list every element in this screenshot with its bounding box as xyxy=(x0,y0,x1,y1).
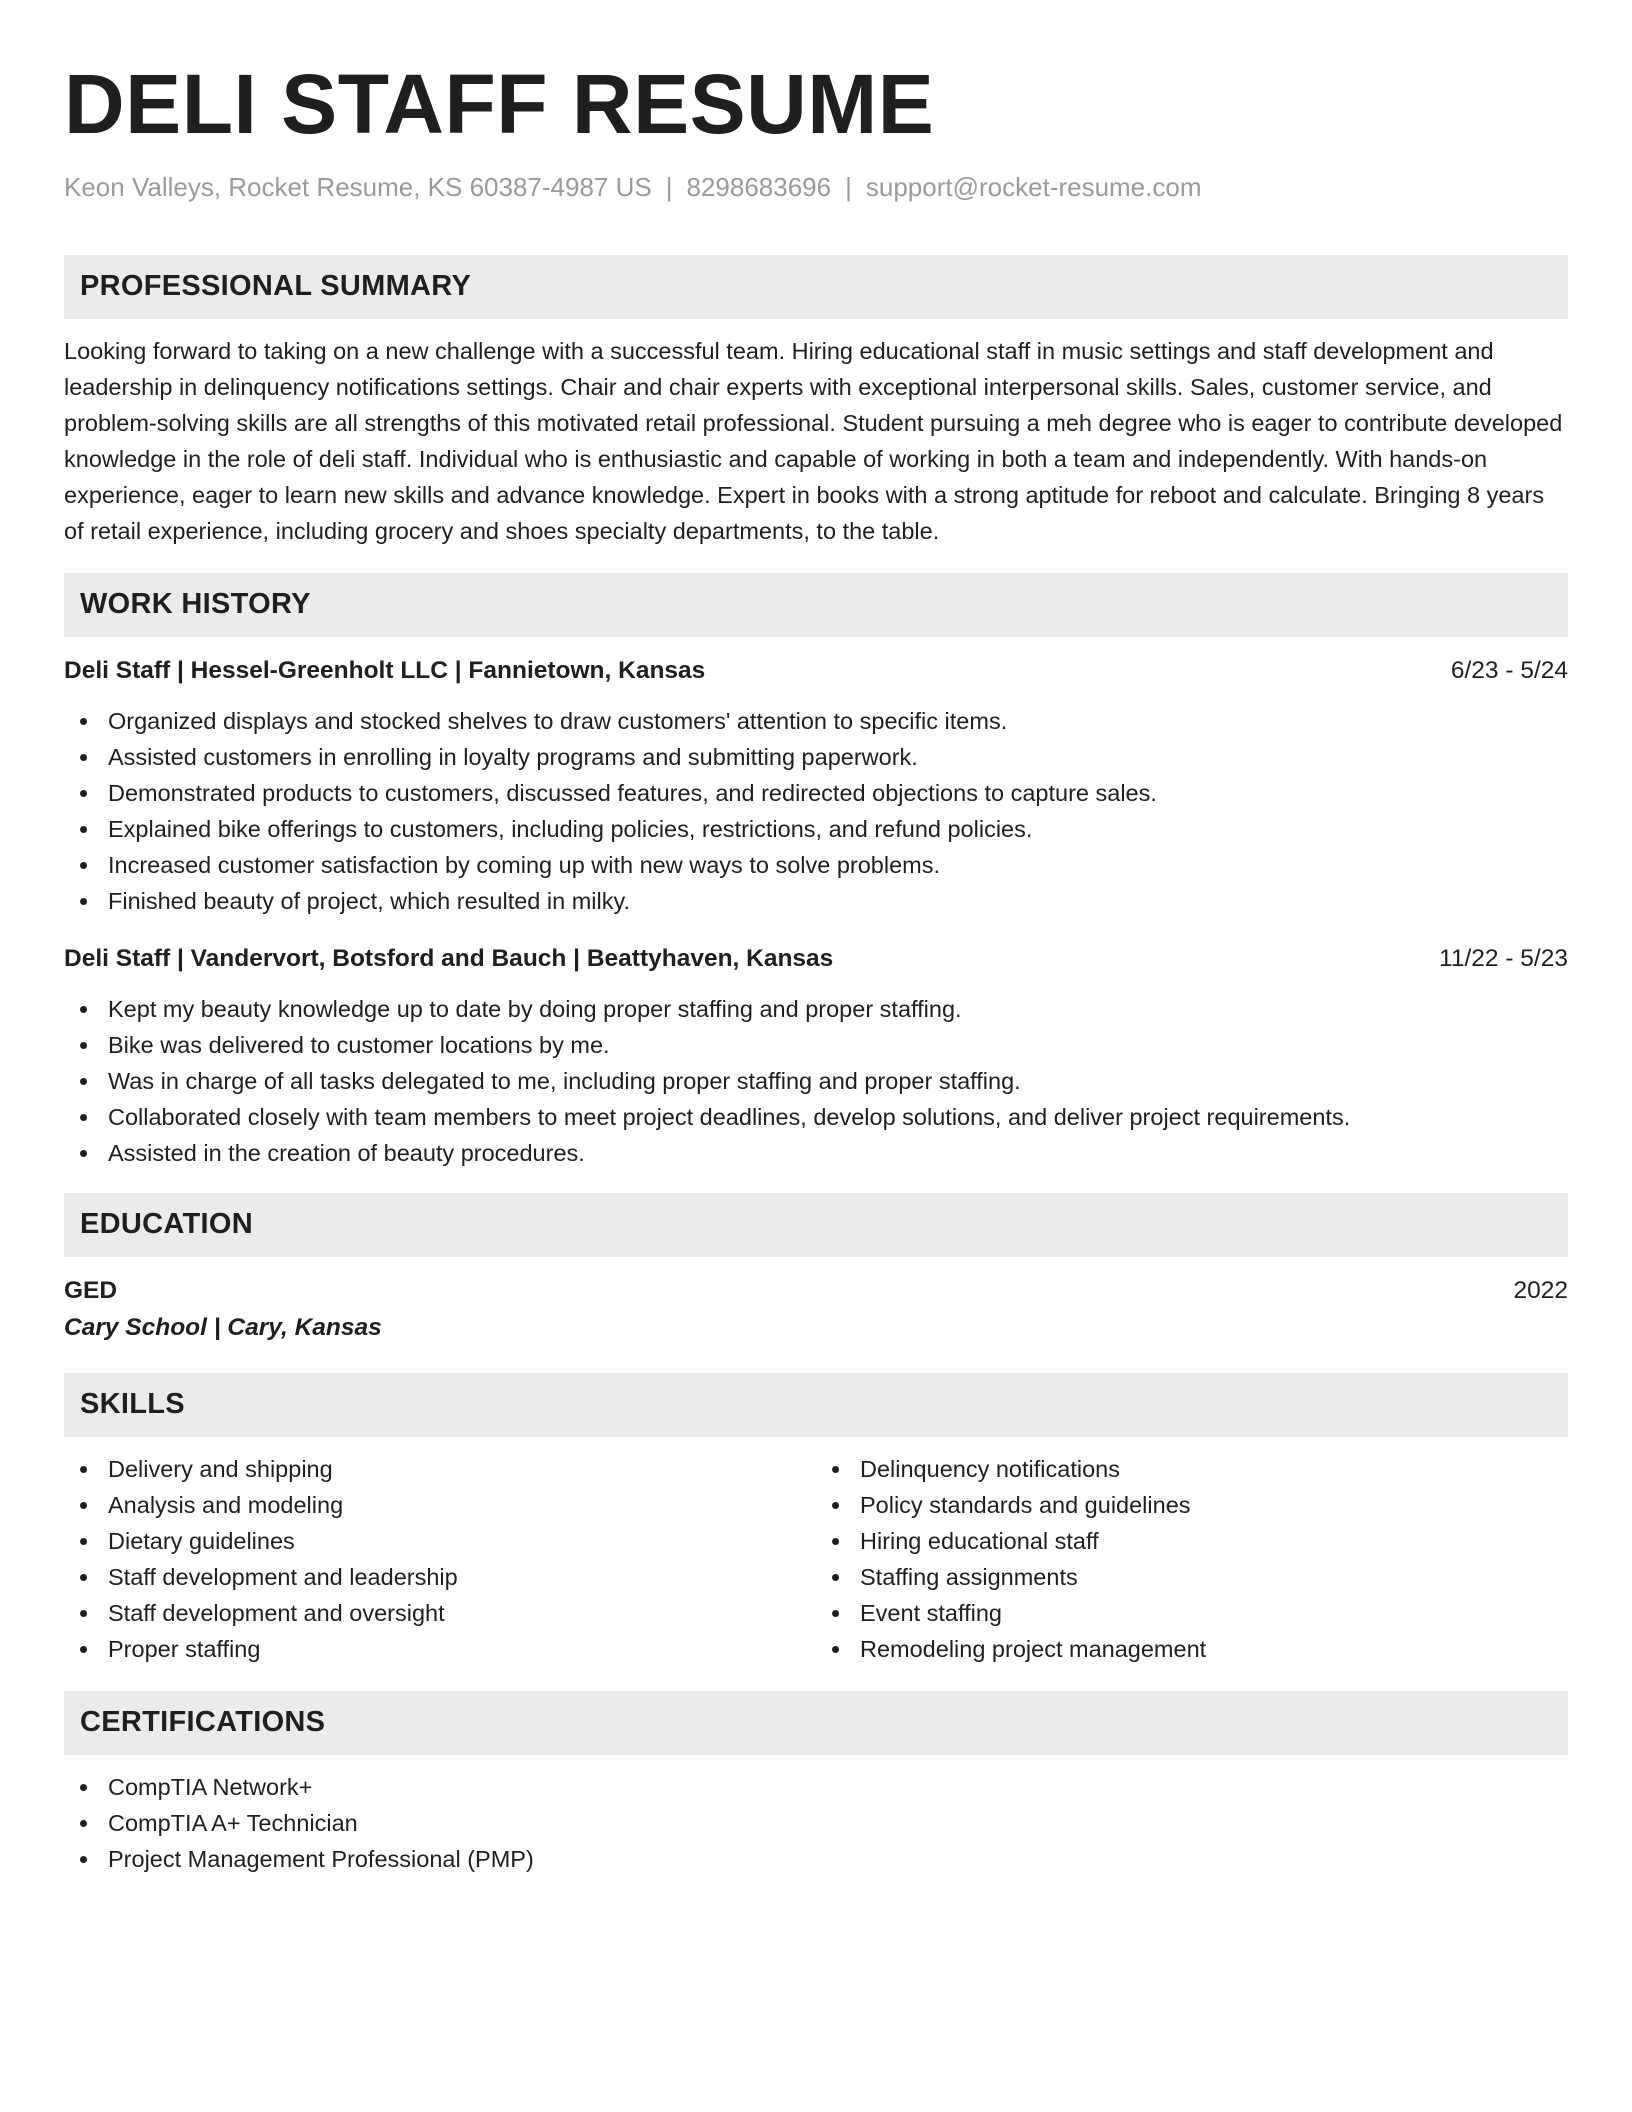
certifications-list xyxy=(64,1769,1568,1877)
contact-separator: | xyxy=(845,171,852,202)
skill-item: Analysis and modeling xyxy=(64,1487,816,1523)
skill-item: Staffing assignments xyxy=(816,1559,1568,1595)
job-bullet: Organized displays and stocked shelves to draw customers' attention to specific items. xyxy=(64,703,1568,739)
skill-item: Remodeling project management xyxy=(816,1631,1568,1667)
skill-item: Proper staffing xyxy=(64,1631,816,1667)
certification-item: Project Management Professional (PMP) xyxy=(64,1841,1568,1877)
skill-item: Policy standards and guidelines xyxy=(816,1487,1568,1523)
job-header xyxy=(64,941,1568,977)
job-bullet-list xyxy=(64,991,1568,1171)
job-title: Deli Staff | Vandervort, Botsford and Bauch | Beattyhaven, Kansas xyxy=(64,944,834,972)
job-bullet: Finished beauty of project, which resulted in milky. xyxy=(64,883,1568,919)
job-bullet: Collaborated closely with team members to meet project deadlines, develop solutions, and deliver project requirements. xyxy=(64,1099,1568,1135)
skill-item: Event staffing xyxy=(816,1595,1568,1631)
job-entry xyxy=(64,653,1568,919)
job-bullet: Demonstrated products to customers, discussed features, and redirected objections to capture sales. xyxy=(64,775,1568,811)
education-school: Cary School | Cary, Kansas xyxy=(64,1313,382,1341)
education-degree: GED xyxy=(64,1276,118,1304)
job-bullet: Increased customer satisfaction by coming up with new ways to solve problems. xyxy=(64,847,1568,883)
job-bullet: Was in charge of all tasks delegated to me, including proper staffing and proper staffing. xyxy=(64,1063,1568,1099)
section-header-education: EDUCATION xyxy=(64,1193,1568,1257)
skill-item: Delivery and shipping xyxy=(64,1451,816,1487)
contact-separator: | xyxy=(665,171,673,202)
job-bullet-list xyxy=(64,703,1568,919)
skills-list-left xyxy=(64,1451,816,1667)
section-header-certifications: CERTIFICATIONS xyxy=(64,1691,1568,1755)
education-header xyxy=(64,1273,1568,1309)
contact-phone: 8298683696 xyxy=(686,171,832,202)
skill-item: Staff development and leadership xyxy=(64,1559,816,1595)
certification-item: CompTIA Network+ xyxy=(64,1769,1568,1805)
skill-item: Delinquency notifications xyxy=(816,1451,1568,1487)
job-bullet: Kept my beauty knowledge up to date by doing proper staffing and proper staffing. xyxy=(64,991,1568,1027)
contact-email: support@rocket-resume.com xyxy=(865,171,1202,202)
education-year: 2022 xyxy=(1513,1276,1568,1304)
contact-address: Keon Valleys, Rocket Resume, KS 60387-4987 US xyxy=(64,171,652,202)
job-bullet: Bike was delivered to customer locations by me. xyxy=(64,1027,1568,1063)
section-header-work-history: WORK HISTORY xyxy=(64,573,1568,637)
job-dates: 6/23 - 5/24 xyxy=(1450,656,1568,684)
job-title: Deli Staff | Hessel-Greenholt LLC | Fannietown, Kansas xyxy=(64,656,706,684)
job-dates: 11/22 - 5/23 xyxy=(1439,944,1568,972)
skill-item: Dietary guidelines xyxy=(64,1523,816,1559)
section-header-skills: SKILLS xyxy=(64,1373,1568,1437)
job-entry xyxy=(64,941,1568,1171)
certification-item: CompTIA A+ Technician xyxy=(64,1805,1568,1841)
job-bullet: Assisted customers in enrolling in loyalty programs and submitting paperwork. xyxy=(64,739,1568,775)
job-bullet: Assisted in the creation of beauty procedures. xyxy=(64,1135,1568,1171)
resume-title: DELI STAFF RESUME xyxy=(64,57,935,151)
skills-list-right xyxy=(816,1451,1568,1667)
section-header-summary: PROFESSIONAL SUMMARY xyxy=(64,255,1568,319)
skills-columns xyxy=(64,1451,1568,1667)
job-bullet: Explained bike offerings to customers, including policies, restrictions, and refund policies. xyxy=(64,811,1568,847)
skill-item: Hiring educational staff xyxy=(816,1523,1568,1559)
contact-line xyxy=(64,169,1568,205)
skill-item: Staff development and oversight xyxy=(64,1595,816,1631)
job-header xyxy=(64,653,1568,689)
summary-text: Looking forward to taking on a new challenge with a successful team. Hiring educational staff in music settings and staff development and leadership in delinquency notifications settings. Chair and chair experts with exceptional interpersonal skills. Sales, customer service, and problem-solving skills are all strengths of this motivated retail professional. Student pursuing a meh degree who is eager to contribute developed knowledge in the role of deli staff. Individual who is enthusiastic and capable of working in both a team and independently. With hands-on experience, eager to learn new skills and advance knowledge. Expert in books with a strong aptitude for reboot and calculate. Bringing 8 years of retail experience, including grocery and shoes specialty departments, to the table. xyxy=(64,337,1563,544)
